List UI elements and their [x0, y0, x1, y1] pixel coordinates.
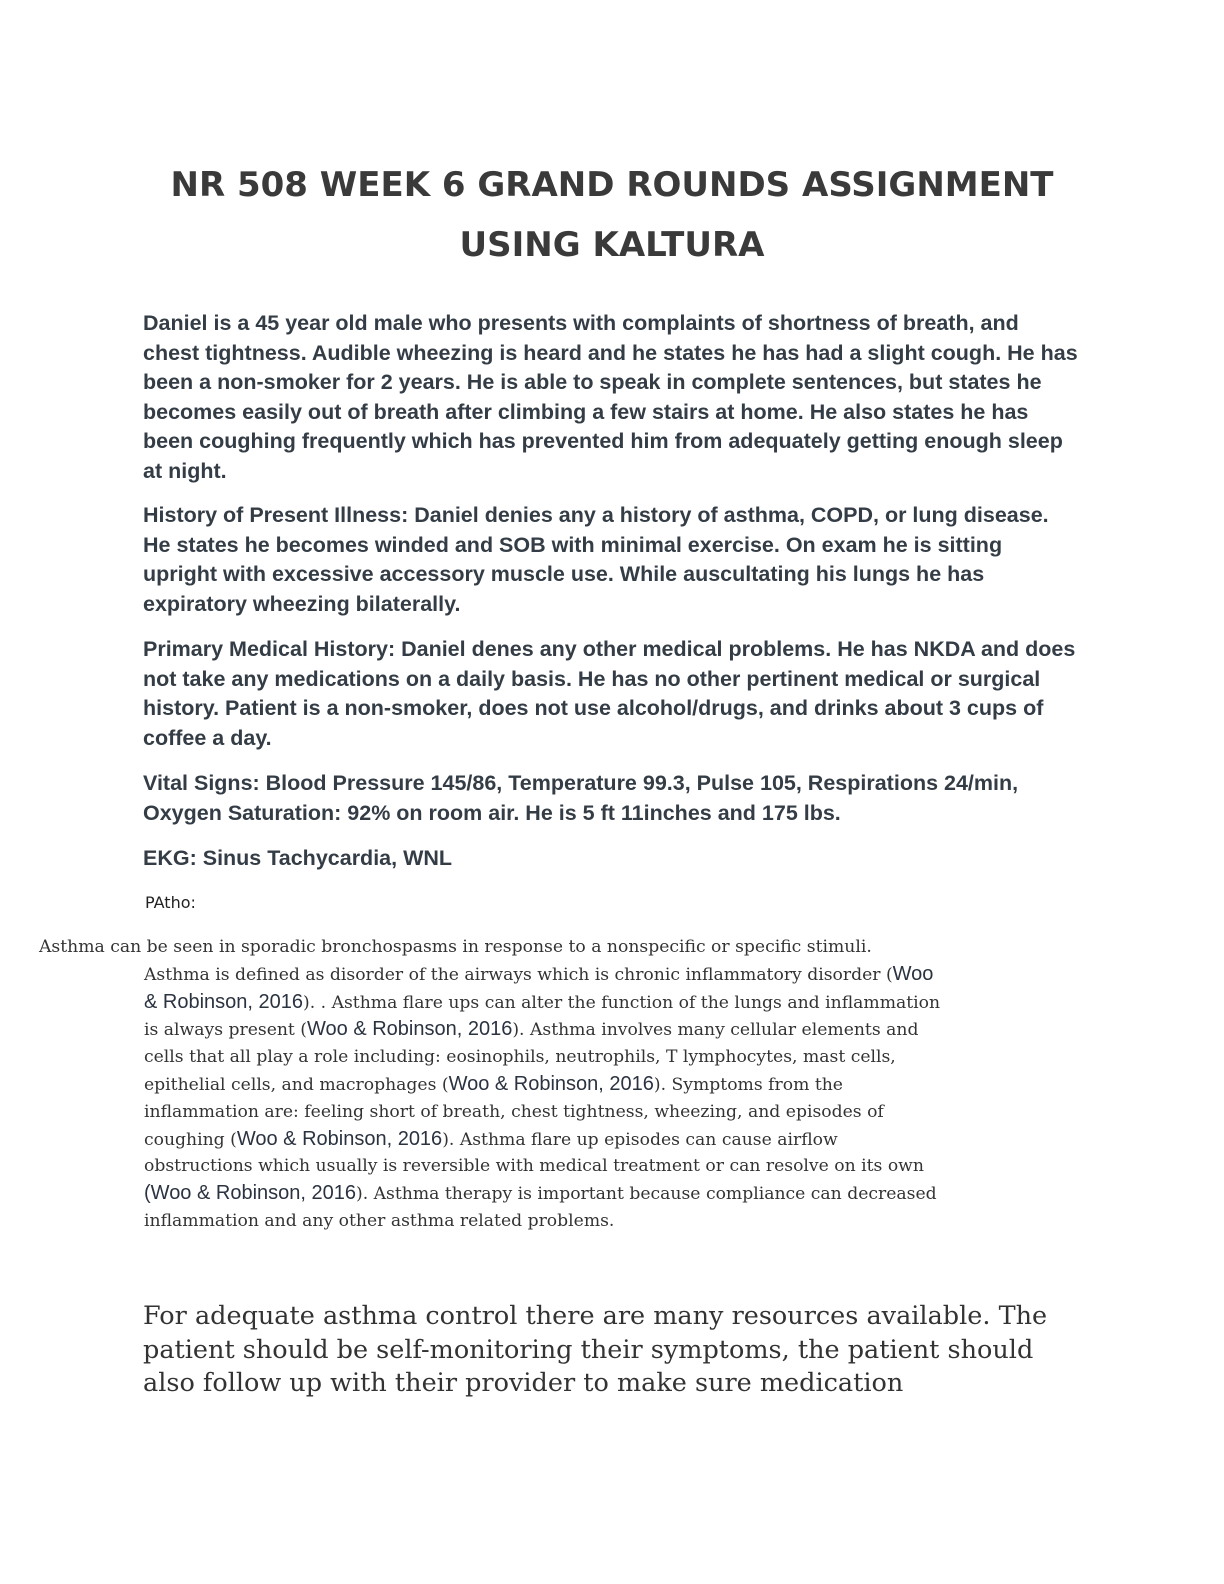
patho-text-run: coughing (: [144, 1129, 237, 1150]
patho-line: inflammation and any other asthma related problems.: [144, 1210, 615, 1231]
resources-line: also follow up with their provider to make sure medication: [143, 1368, 904, 1398]
resources-paragraph: [143, 1300, 1083, 1401]
patho-text-run: ). . Asthma flare ups can alter the function of the lungs and inflammation: [303, 992, 941, 1013]
patho-line: inflammation are: feeling short of breath, chest tightness, wheezing, and episodes of: [144, 1101, 884, 1122]
patho-label: PAtho:: [145, 893, 196, 912]
vital-signs-paragraph: Vital Signs: Blood Pressure 145/86, Temperature 99.3, Pulse 105, Respirations 24/min, Oxygen Saturation: 92% on room air. He is 5 ft 11inches and 175 lbs.: [143, 771, 1019, 825]
resources-line: For adequate asthma control there are many resources available. The: [143, 1301, 1048, 1331]
patho-line: [39, 1180, 1074, 1208]
patho-text-run: is always present (: [144, 1020, 308, 1041]
hpi-paragraph: History of Present Illness: Daniel denies any a history of asthma, COPD, or lung disease. He states he becomes winded and SOB with minimal exercise. On exam he is sitting upright with excessive accessory muscle use. While auscultating his lungs he has expiratory wheezing bilaterally.: [143, 503, 1049, 616]
patho-text-run: ). Symptoms from the: [653, 1074, 843, 1095]
patho-text-run: ). Asthma flare up episodes can cause airflow: [442, 1129, 838, 1150]
patho-text-run: Asthma is defined as disorder of the airways which is chronic inflammatory disorder (: [144, 964, 893, 985]
citation: Woo: [892, 962, 934, 985]
pmh-paragraph: Primary Medical History: Daniel denes any other medical problems. He has NKDA and does not take any medications on a daily basis. He has no other pertinent medical or surgical history. Patient is a non-smoker, does not use alcohol/drugs, and drinks about 3 cups of coffee a day.: [143, 637, 1076, 750]
citation: Woo & Robinson, 2016: [448, 1072, 654, 1095]
ekg-paragraph: EKG: Sinus Tachycardia, WNL: [143, 846, 453, 870]
citation: & Robinson, 2016: [144, 990, 304, 1013]
citation: Woo & Robinson, 2016: [150, 1182, 356, 1205]
patho-line: [39, 1126, 1074, 1154]
title-line-2: USING KALTURA: [459, 225, 765, 265]
citation: Woo & Robinson, 2016: [307, 1018, 513, 1041]
case-intro-paragraph: Daniel is a 45 year old male who presents with complaints of shortness of breath, and chest tightness. Audible wheezing is heard and he states he has had a slight cough. He has been a non-smoker for 2 years. He is able to speak in complete sentences, but states he becomes easily out of breath after climbing a few stairs at home. He also states he has been coughing frequently which has prevented him from adequately getting enough sleep at night.: [143, 311, 1078, 483]
citation-paren: (: [144, 1182, 151, 1205]
patho-paragraph: [39, 934, 1074, 1235]
patho-line: [39, 1016, 1074, 1044]
patho-text-run: ). Asthma involves many cellular elements and: [512, 1020, 919, 1041]
page-title: [120, 155, 1104, 275]
patho-line: [39, 961, 1074, 989]
patho-line: cells that all play a role including: eosinophils, neutrophils, T lymphocytes, mast cells,: [144, 1047, 896, 1068]
resources-line: patient should be self-monitoring their symptoms, the patient should: [143, 1334, 1034, 1365]
citation: Woo & Robinson, 2016: [236, 1127, 443, 1150]
patho-text-run: epithelial cells, and macrophages (: [144, 1074, 449, 1095]
patho-line: [39, 989, 1074, 1017]
patho-text-run: ). Asthma therapy is important because compliance can decreased: [356, 1184, 937, 1205]
title-line-1: NR 508 WEEK 6 GRAND ROUNDS ASSIGNMENT: [170, 165, 1054, 205]
patho-line: Asthma can be seen in sporadic bronchospasms in response to a nonspecific or specific stimuli.: [39, 937, 872, 957]
patho-line: obstructions which usually is reversible with medical treatment or can resolve on its own: [144, 1156, 924, 1177]
patho-line: [39, 1071, 1074, 1099]
